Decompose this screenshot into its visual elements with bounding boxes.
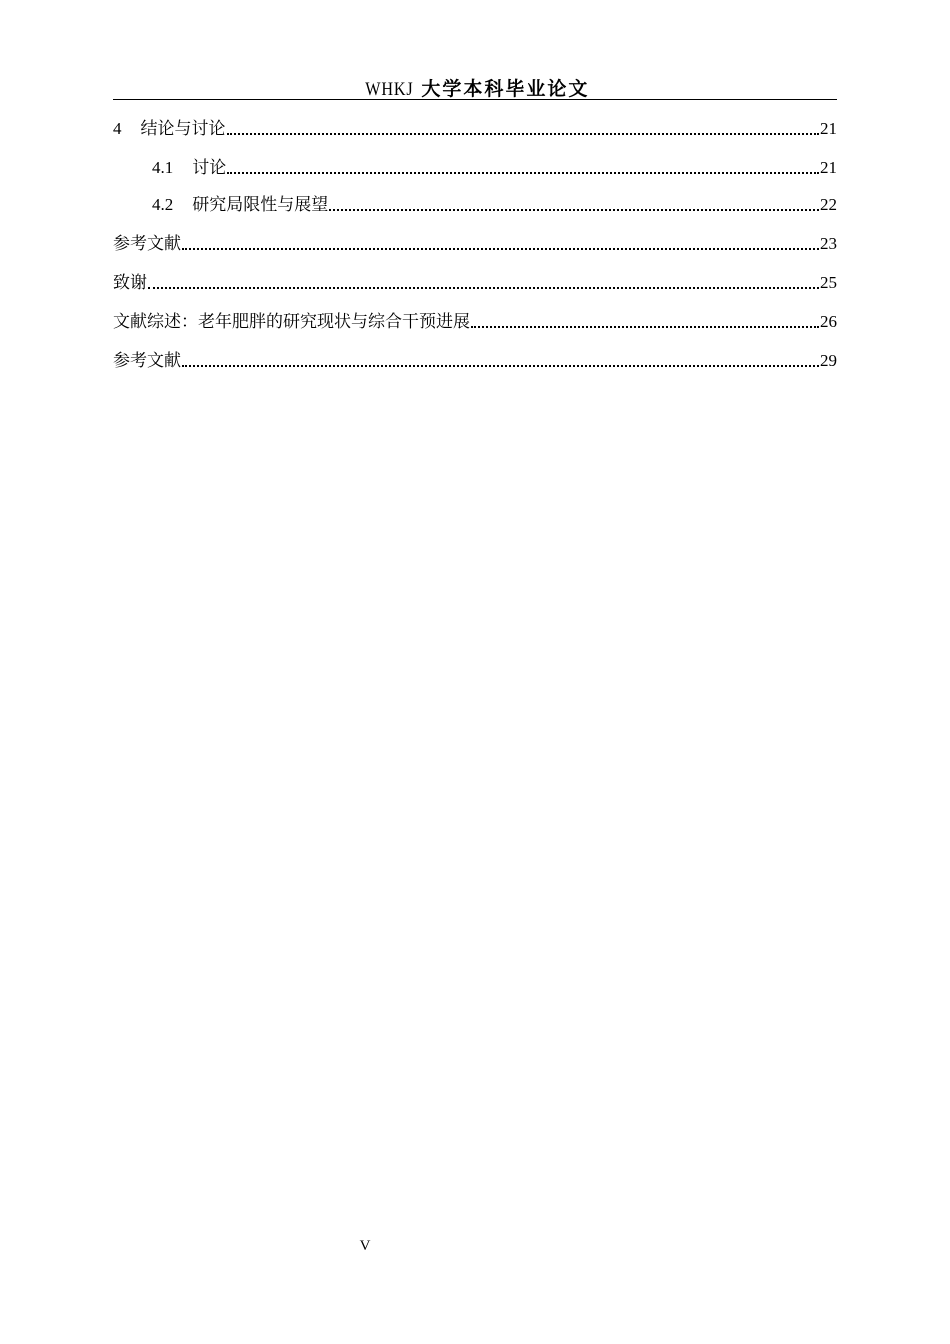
header-prefix: WHKJ xyxy=(364,79,414,100)
toc-entry-number: 4 xyxy=(113,119,122,138)
toc-entry-title: 致谢 xyxy=(113,273,147,293)
toc-entry-page: 21 xyxy=(820,119,837,138)
toc-entry-title: 讨论 xyxy=(192,158,227,178)
toc-entry-4-1[interactable] xyxy=(152,153,837,179)
toc-leader-dots xyxy=(148,287,819,289)
toc-entry-page: 23 xyxy=(820,234,837,253)
toc-entry-4-2[interactable] xyxy=(152,190,837,216)
toc-entry-title: 文献综述：老年肥胖的研究现状与综合干预进展 xyxy=(113,312,470,332)
toc-leader-dots xyxy=(182,248,819,250)
toc-leader-dots xyxy=(471,326,819,328)
toc-entry-4[interactable] xyxy=(113,114,837,140)
toc-leader-dots xyxy=(182,365,819,367)
toc-entry-title: 参考文献 xyxy=(113,234,181,254)
toc-entry-page: 22 xyxy=(820,195,837,214)
toc-leader-dots xyxy=(227,133,820,135)
toc-entry-references-2[interactable] xyxy=(113,346,837,372)
toc-entry-literature-review[interactable] xyxy=(113,307,837,333)
toc-entry-number: 4.2 xyxy=(152,195,174,214)
header-text xyxy=(361,74,590,101)
page-header xyxy=(113,70,837,100)
toc-entry-title: 研究局限性与展望 xyxy=(192,195,329,215)
toc-entry-acknowledgements[interactable] xyxy=(113,268,837,294)
toc-entry-page: 25 xyxy=(820,273,837,292)
toc-entry-number: 4.1 xyxy=(152,158,174,177)
header-title: 大学本科毕业论文 xyxy=(421,78,590,100)
toc-entry-page: 29 xyxy=(820,351,837,370)
toc-entry-title: 参考文献 xyxy=(113,351,181,371)
toc-entry-page: 21 xyxy=(820,158,837,177)
toc-leader-dots xyxy=(227,172,819,174)
toc-entry-references[interactable] xyxy=(113,229,837,255)
toc-entry-title: 结论与讨论 xyxy=(140,119,226,139)
toc-leader-dots xyxy=(329,209,819,211)
page-number: V xyxy=(359,1238,371,1254)
toc-entry-page: 26 xyxy=(820,312,837,331)
